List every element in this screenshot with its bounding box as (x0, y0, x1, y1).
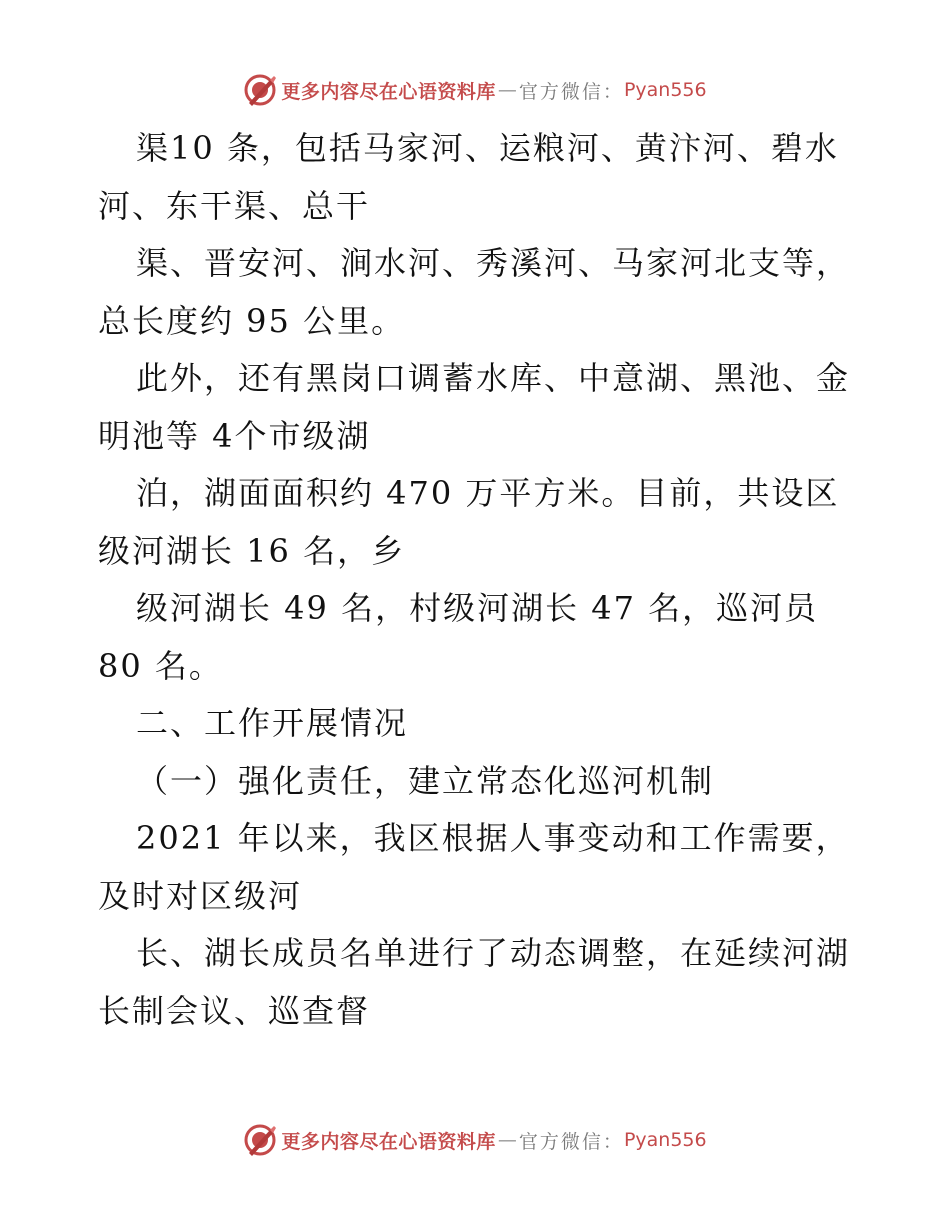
body-line: 及时对区级河 (98, 876, 303, 915)
footer-watermark (0, 1120, 950, 1160)
watermark-id: Pyan556 (623, 1129, 707, 1151)
watermark-text: 更多内容尽在心语资料库 (281, 1130, 496, 1153)
body-line: 渠10 条，包括马家河、运粮河、黄汴河、碧水 (136, 129, 839, 167)
body-line: 级河湖长 16 名，乡 (98, 531, 406, 570)
body-line: 河、东干渠、总干 (98, 186, 371, 225)
watermark-dash: — (497, 79, 517, 101)
body-line: 明池等 4个市级湖 (98, 416, 371, 455)
watermark-label: 官方微信： (518, 80, 624, 103)
pen-logo-icon (243, 73, 277, 107)
subsection-heading: （一）强化责任，建立常态化巡河机制 (136, 761, 715, 800)
watermark-text: 更多内容尽在心语资料库 (281, 80, 496, 103)
header-watermark (0, 70, 950, 110)
section-heading: 二、工作开展情况 (136, 704, 409, 742)
body-line: 长、湖长成员名单进行了动态调整，在延续河湖 (136, 934, 851, 972)
pen-logo-icon (243, 1123, 277, 1157)
body-line: 级河湖长 49 名，村级河湖长 47 名，巡河员 (136, 589, 819, 627)
body-line: 渠、晋安河、涧水河、秀溪河、马家河北支等， (136, 244, 851, 282)
watermark-label: 官方微信： (518, 1130, 624, 1153)
watermark-id: Pyan556 (623, 79, 707, 101)
body-line: 80 名。 (98, 646, 223, 685)
body-line: 总长度约 95 公里。 (98, 301, 406, 340)
document-body (98, 120, 858, 1040)
body-line: 长制会议、巡查督 (98, 991, 371, 1030)
body-line: 此外，还有黑岗口调蓄水库、中意湖、黑池、金 (136, 359, 851, 397)
body-line: 泊，湖面面积约 470 万平方米。目前，共设区 (136, 474, 840, 512)
watermark-dash: — (497, 1129, 517, 1151)
body-line: 2021 年以来，我区根据人事变动和工作需要， (136, 819, 850, 857)
